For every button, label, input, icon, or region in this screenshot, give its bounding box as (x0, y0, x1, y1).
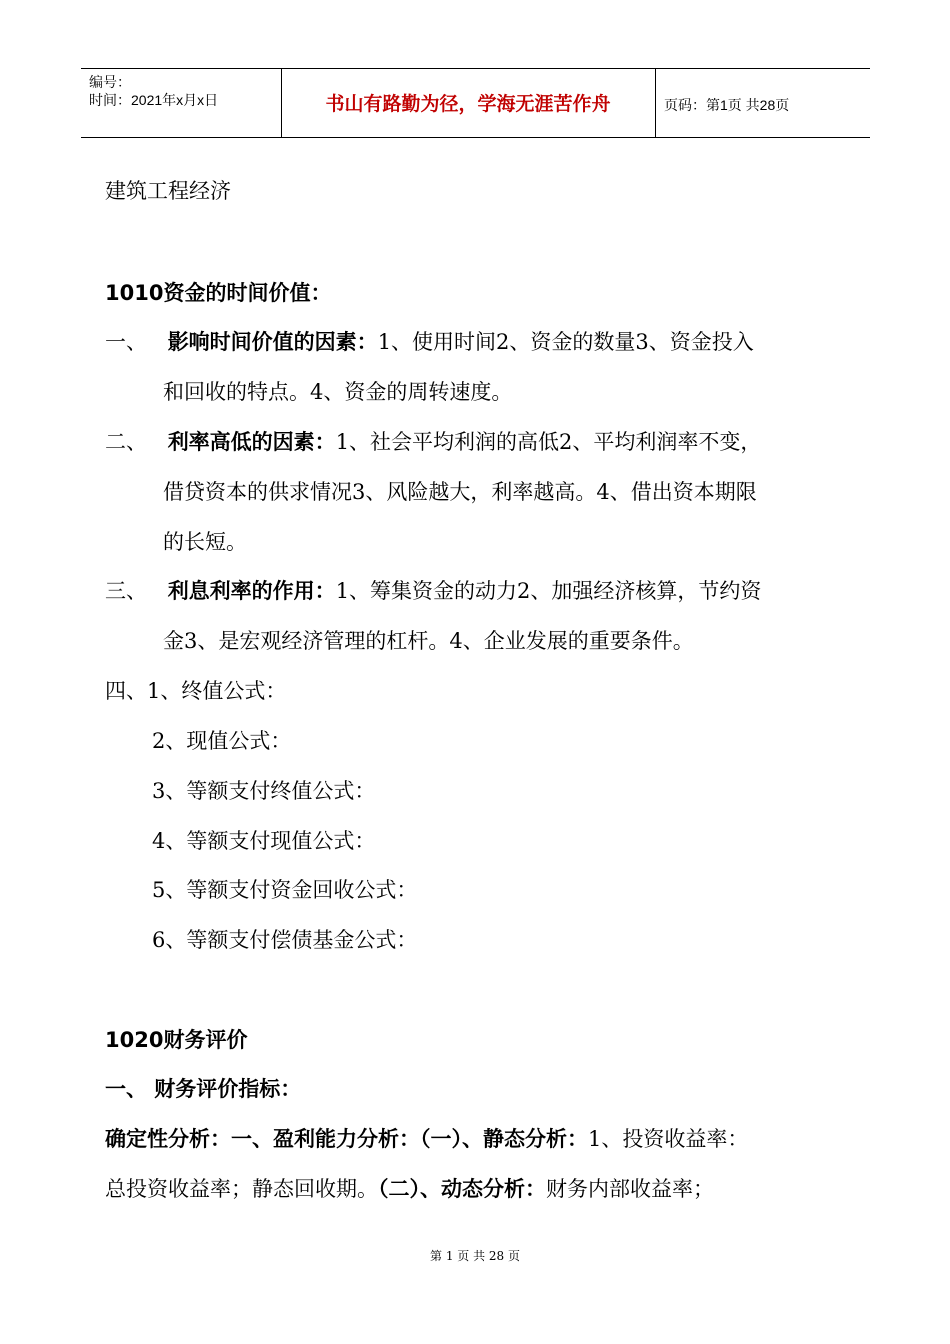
header-motto: 书山有路勤为径，学海无涯苦作舟 (325, 93, 611, 115)
header-time: 时间：2021年x月x日 (89, 92, 219, 108)
paragraph-line-2-text-2: 财务内部收益率； (546, 1177, 714, 1201)
item-1-text: 1、使用时间2、资金的数量3、资金投入 (377, 330, 754, 354)
page-header (81, 68, 870, 138)
item-2-line-1 (105, 426, 761, 456)
paragraph-line-1 (105, 1123, 748, 1153)
item-4-line-6: 6、等额支付偿债基金公式： (152, 928, 418, 952)
item-2-text: 1、社会平均利润的高低2、平均利润率不变， (335, 430, 762, 454)
item-1-heading: 影响时间价值的因素： (167, 330, 378, 354)
document-title: 建筑工程经济 (105, 179, 231, 203)
item-3-text: 1、筹集资金的动力2、加强经济核算，节约资 (335, 579, 762, 603)
item-4-line-5: 5、等额支付资金回收公式： (152, 878, 418, 902)
item-2-line-2: 借贷资本的供求情况3、风险越大，利率越高。4、借出资本期限 (163, 480, 757, 504)
item-1-line-2: 和回收的特点。4、资金的周转速度。 (163, 380, 513, 404)
paragraph-line-1-text: 1、投资收益率： (588, 1127, 749, 1151)
paragraph-line-2-text-1: 总投资收益率；静态回收期。 (105, 1177, 378, 1201)
item-4-line-4: 4、等额支付现值公式： (152, 829, 376, 853)
header-number: 编号： (89, 74, 131, 90)
paragraph-line-1-bold: 确定性分析：一、盈利能力分析：（一）、静态分析： (105, 1127, 588, 1151)
item-4-line-2: 2、现值公式： (152, 729, 292, 753)
section-1020-subheading: 一、 财务评价指标： (105, 1077, 302, 1101)
item-2-heading: 利率高低的因素： (167, 430, 336, 454)
page-footer: 第 1 页 共 28 页 (430, 1249, 520, 1263)
item-3-line-1 (105, 575, 761, 605)
item-3-number: 三、 (105, 579, 147, 603)
paragraph-line-2 (105, 1173, 714, 1203)
item-4-line-3: 3、等额支付终值公式： (152, 779, 376, 803)
header-meta (89, 73, 218, 109)
item-3-heading: 利息利率的作用： (167, 579, 336, 603)
paragraph-line-2-bold: （二）、动态分析： (378, 1177, 546, 1201)
item-2-number: 二、 (105, 430, 147, 454)
item-1-line-1 (105, 326, 754, 356)
header-divider-right (655, 69, 656, 137)
item-4-line-1: 四、1、终值公式： (105, 679, 287, 703)
item-1-number: 一、 (105, 330, 147, 354)
section-1010-heading: 1010资金的时间价值： (105, 281, 332, 305)
section-1020-heading: 1020财务评价 (105, 1028, 248, 1052)
header-page-number: 页码：第1页 共28页 (664, 97, 790, 113)
item-3-line-2: 金3、是宏观经济管理的杠杆。4、企业发展的重要条件。 (163, 629, 694, 653)
item-2-line-3: 的长短。 (163, 530, 247, 554)
